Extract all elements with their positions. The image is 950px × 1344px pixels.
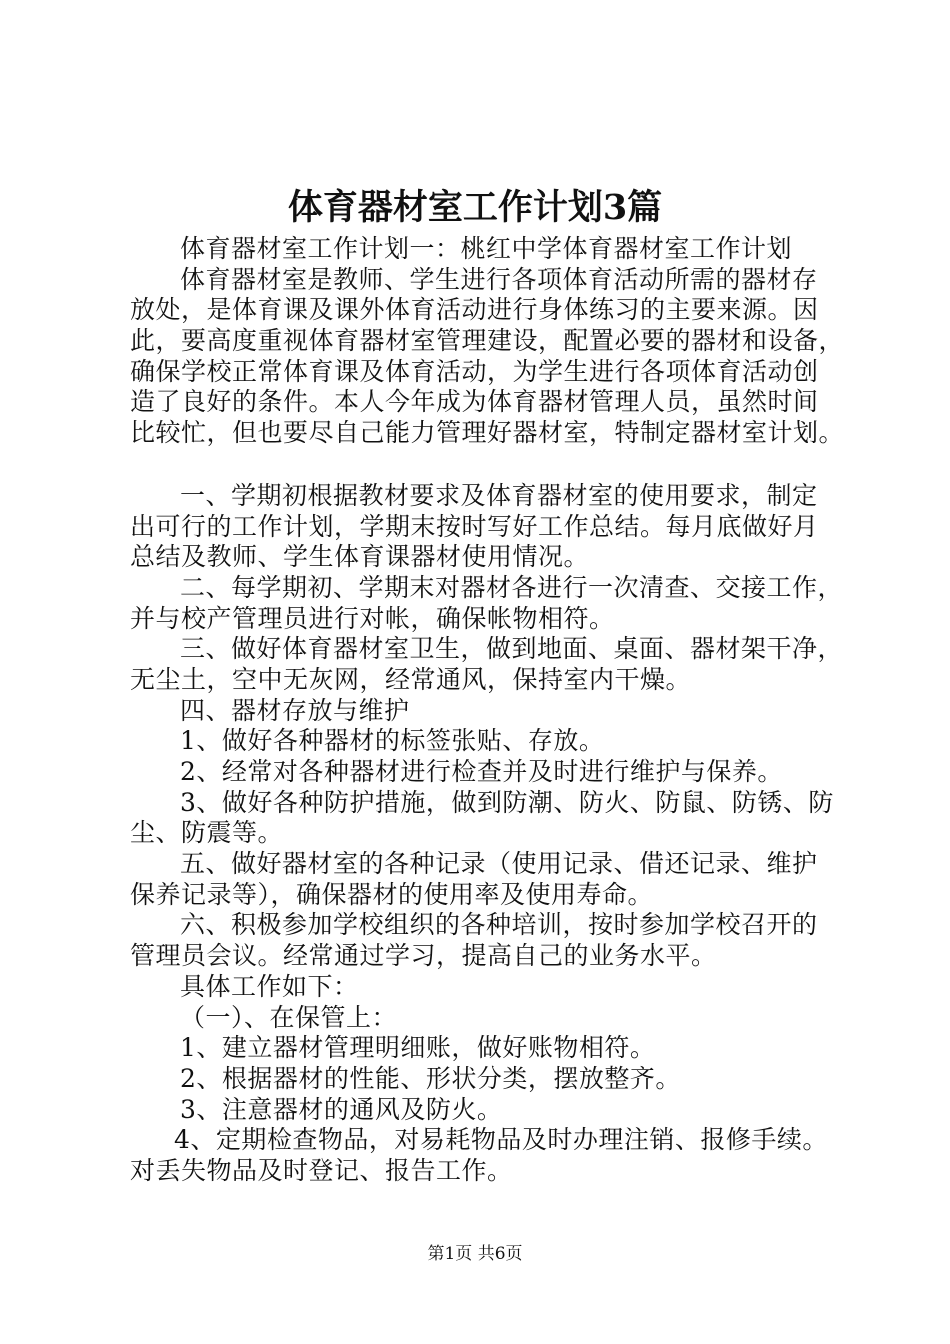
list-item: 1、建立器材管理明细账，做好账物相符。 <box>180 1033 656 1063</box>
paragraph-line: 管理员会议。经常通过学习，提高自己的业务水平。 <box>130 941 717 971</box>
paragraph-line: 比较忙，但也要尽自己能力管理好器材室，特制定器材室计划。 <box>130 418 845 448</box>
paragraph-line: 二、每学期初、学期末对器材各进行一次清查、交接工作， <box>180 572 844 602</box>
paragraph-line: 体育器材室是教师、学生进行各项体育活动所需的器材存 <box>180 264 818 294</box>
paragraph-line: 确保学校正常体育课及体育活动，为学生进行各项体育活动创 <box>130 356 819 386</box>
section-heading: 体育器材室工作计划一：桃红中学体育器材室工作计划 <box>180 234 793 263</box>
paragraph-line: 六、积极参加学校组织的各种培训，按时参加学校召开的 <box>180 910 818 940</box>
paragraph-line: 保养记录等），确保器材的使用率及使用寿命。 <box>130 879 654 909</box>
paragraph-line: 造了良好的条件。本人今年成为体育器材管理人员，虽然时间 <box>130 387 819 417</box>
list-item: 3、注意器材的通风及防火。 <box>180 1094 503 1124</box>
paragraph-line: 四、器材存放与维护 <box>180 695 410 725</box>
paragraph-line: 放处，是体育课及课外体育活动进行身体练习的主要来源。因 <box>130 295 819 325</box>
list-item: 2、经常对各种器材进行检查并及时进行维护与保养。 <box>180 757 783 786</box>
paragraph-line: 具体工作如下： <box>180 971 359 1001</box>
paragraph-line: 一、学期初根据教材要求及体育器材室的使用要求，制定 <box>180 480 818 510</box>
paragraph-line: 此，要高度重视体育器材室管理建设，配置必要的器材和设备， <box>130 326 845 356</box>
paragraph-line: 五、做好器材室的各种记录（使用记录、借还记录、维护 <box>180 849 818 879</box>
list-item: 1、做好各种器材的标签张贴、存放。 <box>180 726 605 756</box>
page-number: 第1页 共6页 <box>427 1244 523 1264</box>
paragraph-line: （一）、在保管上： <box>180 1002 398 1032</box>
paragraph-line: 三、做好体育器材室卫生，做到地面、桌面、器材架干净， <box>180 634 844 664</box>
document-body <box>130 234 850 1187</box>
list-item: 对丢失物品及时登记、报告工作。 <box>130 1155 513 1185</box>
list-item: 尘、防震等。 <box>130 818 284 848</box>
paragraph-line: 并与校产管理员进行对帐，确保帐物相符。 <box>130 603 615 633</box>
list-item: 3、做好各种防护措施，做到防潮、防火、防鼠、防锈、防 <box>180 787 834 817</box>
document-title: 体育器材室工作计划3篇 <box>287 187 663 228</box>
list-item: 2、根据器材的性能、形状分类，摆放整齐。 <box>180 1063 681 1093</box>
list-item: 4、定期检查物品，对易耗物品及时办理注销、报修手续。 <box>174 1125 828 1155</box>
paragraph-line: 出可行的工作计划，学期末按时写好工作总结。每月底做好月 <box>130 511 819 541</box>
paragraph-line: 总结及教师、学生体育课器材使用情况。 <box>130 542 590 572</box>
paragraph-line: 无尘土，空中无灰网，经常通风，保持室内干燥。 <box>130 664 692 694</box>
paragraph-gap <box>130 449 850 481</box>
